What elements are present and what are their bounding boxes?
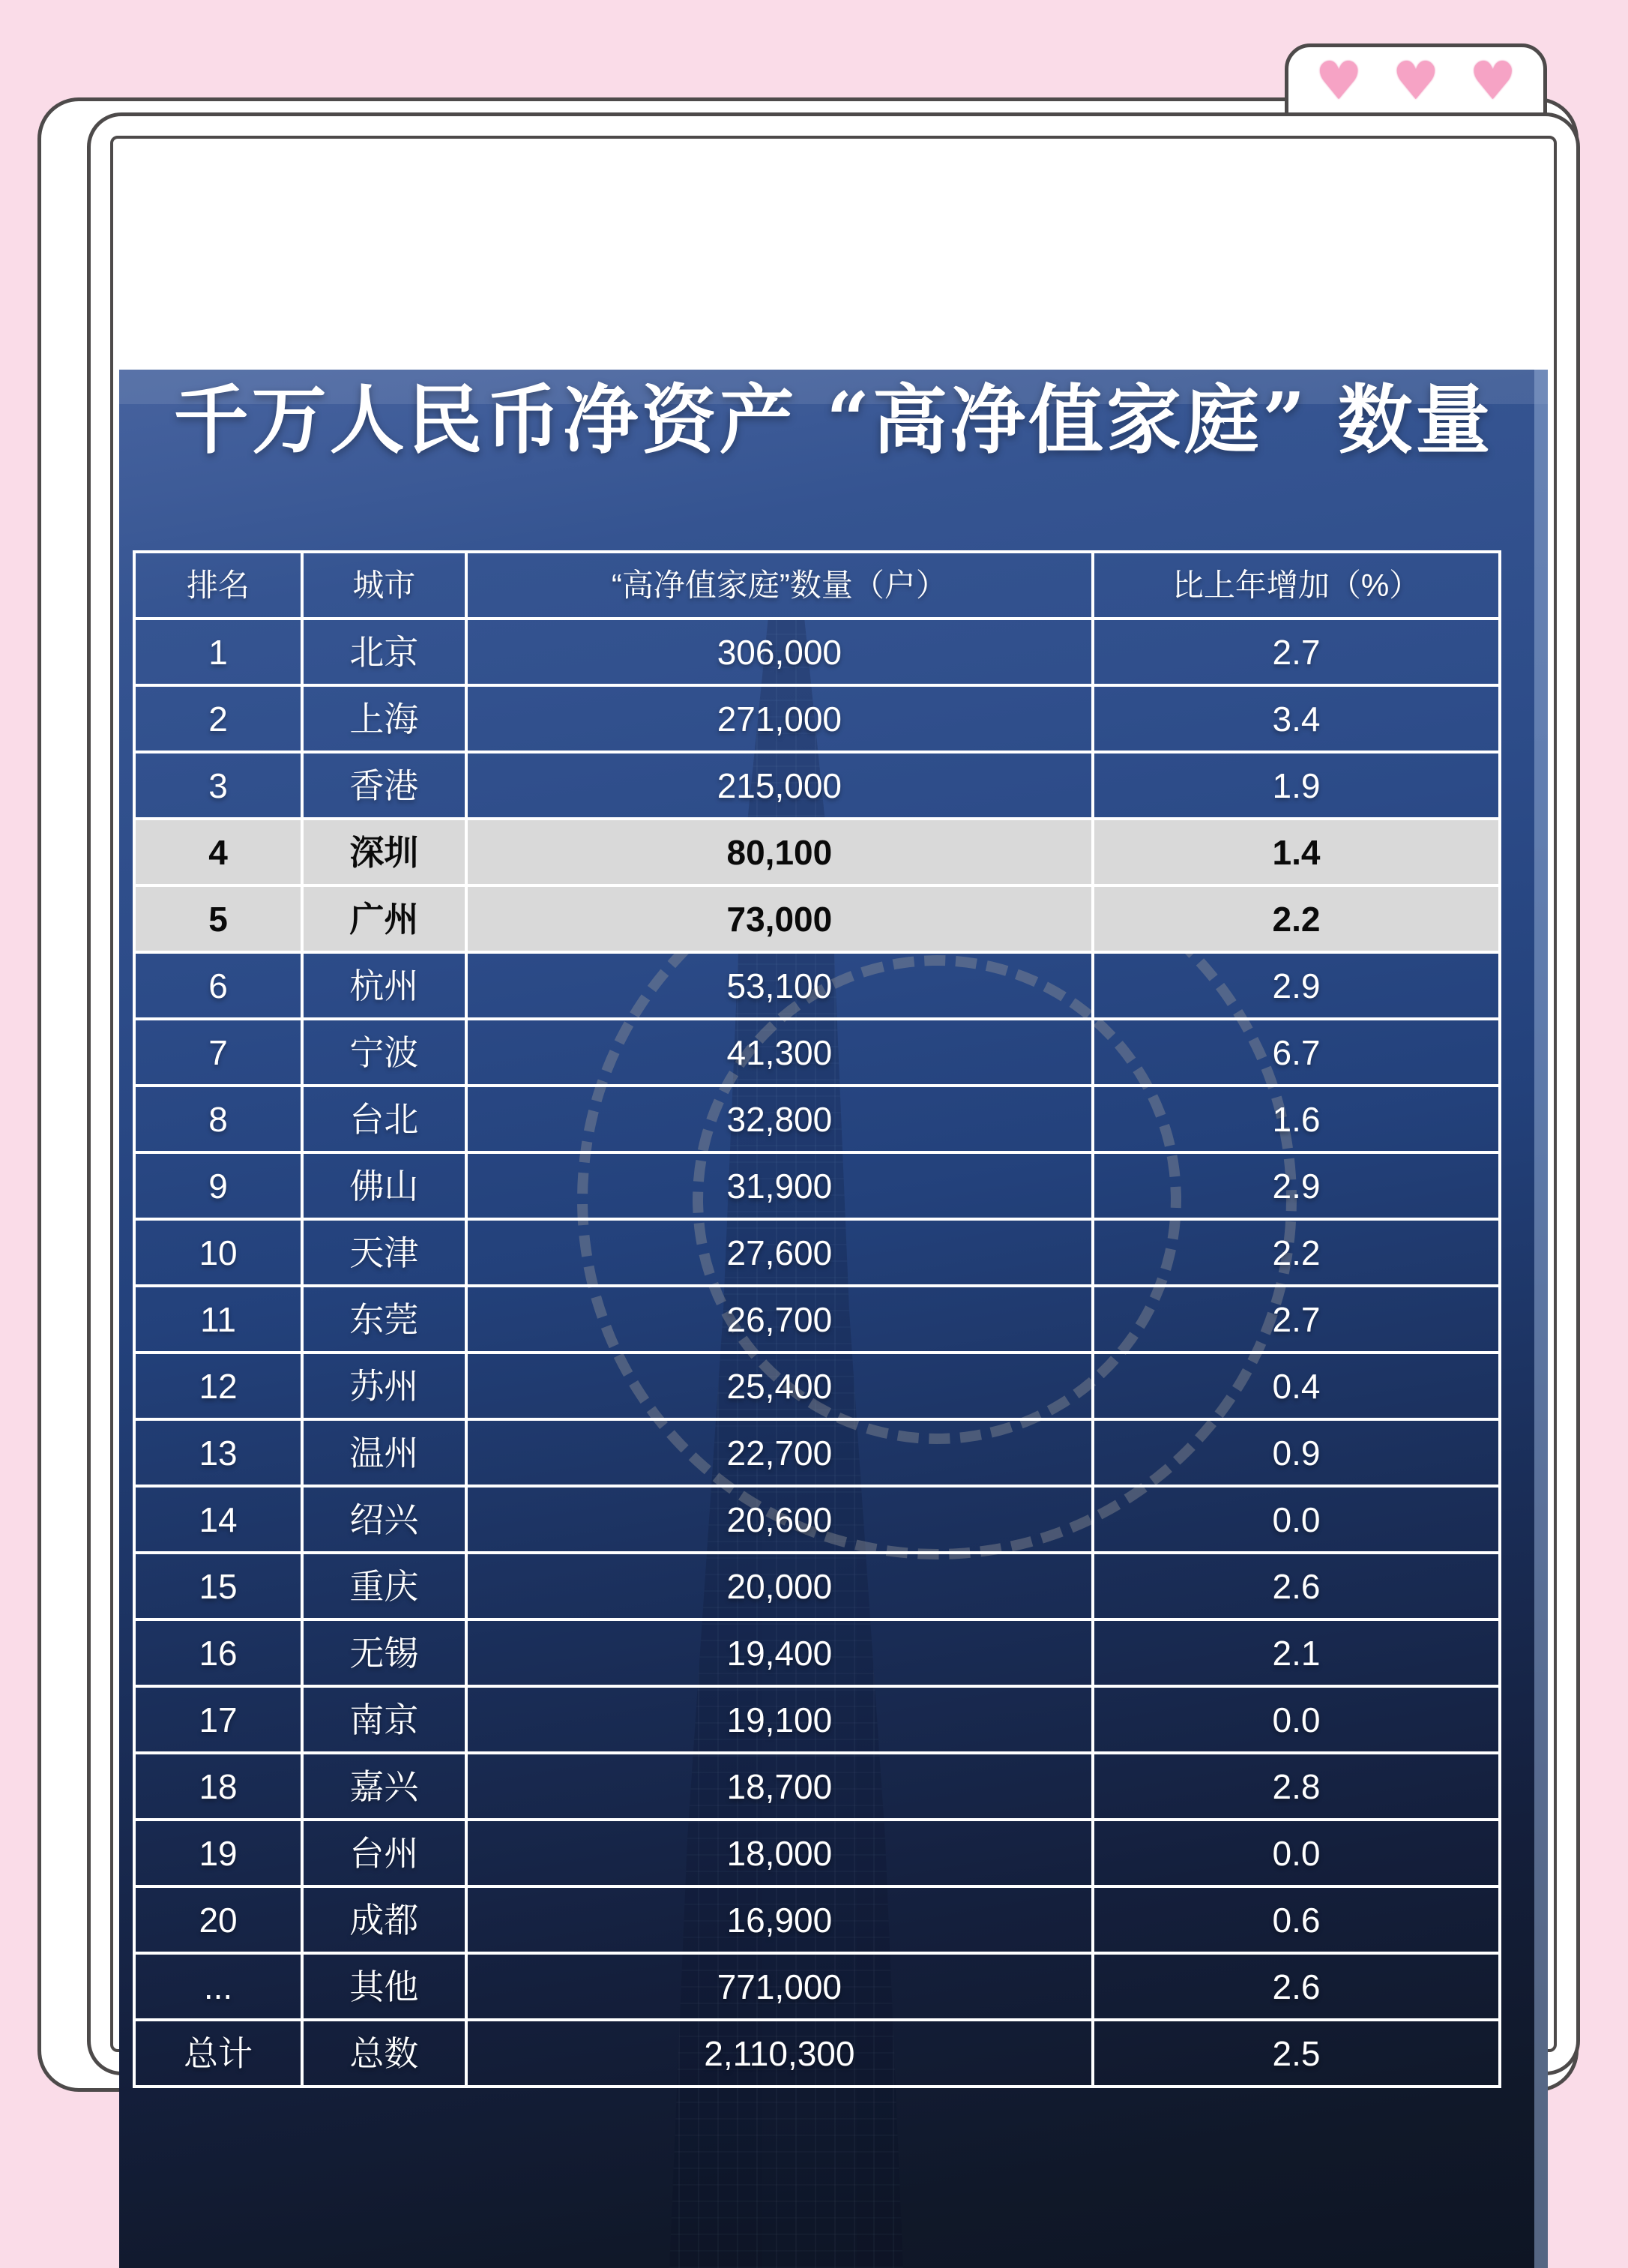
content-area <box>119 370 1548 2268</box>
cell-growth: 0.4 <box>1093 1353 1500 1419</box>
table-row <box>134 2020 1500 2087</box>
table-header-row <box>134 552 1500 619</box>
cell-growth: 2.6 <box>1093 1953 1500 2020</box>
cell-count: 25,400 <box>466 1353 1093 1419</box>
heart-icon: ♥ <box>1392 50 1440 112</box>
cell-count: 18,000 <box>466 1820 1093 1886</box>
table-row <box>134 1286 1500 1353</box>
cell-count: 53,100 <box>466 952 1093 1019</box>
table-row <box>134 1553 1500 1619</box>
cell-city: 上海 <box>302 685 466 752</box>
table-row <box>134 685 1500 752</box>
table-row <box>134 1820 1500 1886</box>
header-growth: 比上年增加（%） <box>1093 552 1500 619</box>
cell-city: 天津 <box>302 1219 466 1286</box>
table-row <box>134 1753 1500 1820</box>
table-row <box>134 1486 1500 1553</box>
cell-rank: 1 <box>134 619 302 685</box>
cell-growth: 0.9 <box>1093 1419 1500 1486</box>
cell-growth: 6.7 <box>1093 1019 1500 1086</box>
cell-city: 南京 <box>302 1686 466 1753</box>
cell-rank: 4 <box>134 819 302 885</box>
header-count: “高净值家庭”数量（户） <box>466 552 1093 619</box>
cell-city: 宁波 <box>302 1019 466 1086</box>
cell-rank: 19 <box>134 1820 302 1886</box>
cell-city: 东莞 <box>302 1286 466 1353</box>
cell-count: 27,600 <box>466 1219 1093 1286</box>
cell-count: 215,000 <box>466 752 1093 819</box>
cell-count: 20,000 <box>466 1553 1093 1619</box>
cell-rank: 18 <box>134 1753 302 1820</box>
cell-growth: 2.8 <box>1093 1753 1500 1820</box>
cell-city: 香港 <box>302 752 466 819</box>
cell-count: 18,700 <box>466 1753 1093 1820</box>
cell-city: 苏州 <box>302 1353 466 1419</box>
cell-growth: 2.9 <box>1093 1152 1500 1219</box>
cell-growth: 0.6 <box>1093 1886 1500 1953</box>
cell-rank: 8 <box>134 1086 302 1152</box>
cell-rank: 15 <box>134 1553 302 1619</box>
header-city: 城市 <box>302 552 466 619</box>
cell-growth: 2.2 <box>1093 885 1500 952</box>
content-frame <box>110 136 1557 2073</box>
page-title: 千万人民币净资产 “高净值家庭” 数量 <box>173 376 1494 464</box>
cell-city: 成都 <box>302 1886 466 1953</box>
cell-growth: 1.6 <box>1093 1086 1500 1152</box>
table-row <box>134 819 1500 885</box>
cell-rank: 20 <box>134 1886 302 1953</box>
cell-count: 41,300 <box>466 1019 1093 1086</box>
cell-rank: 14 <box>134 1486 302 1553</box>
cell-growth: 2.6 <box>1093 1553 1500 1619</box>
cell-city: 总数 <box>302 2020 466 2087</box>
cell-count: 771,000 <box>466 1953 1093 2020</box>
cell-rank: 5 <box>134 885 302 952</box>
cell-city: 嘉兴 <box>302 1753 466 1820</box>
table-row <box>134 885 1500 952</box>
cell-city: 广州 <box>302 885 466 952</box>
cell-rank: 17 <box>134 1686 302 1753</box>
cell-count: 19,100 <box>466 1686 1093 1753</box>
cell-city: 温州 <box>302 1419 466 1486</box>
cell-rank: 11 <box>134 1286 302 1353</box>
header-rank: 排名 <box>134 552 302 619</box>
table-row <box>134 1419 1500 1486</box>
cell-count: 73,000 <box>466 885 1093 952</box>
table-row <box>134 619 1500 685</box>
table-row <box>134 1953 1500 2020</box>
cell-growth: 3.4 <box>1093 685 1500 752</box>
cell-rank: 6 <box>134 952 302 1019</box>
cell-city: 杭州 <box>302 952 466 1019</box>
cell-rank: 7 <box>134 1019 302 1086</box>
cell-city: 无锡 <box>302 1619 466 1686</box>
cell-count: 20,600 <box>466 1486 1093 1553</box>
cell-city: 重庆 <box>302 1553 466 1619</box>
heart-icon: ♥ <box>1469 50 1517 112</box>
cell-rank: 9 <box>134 1152 302 1219</box>
table-row <box>134 1086 1500 1152</box>
cell-count: 2,110,300 <box>466 2020 1093 2087</box>
table-row <box>134 752 1500 819</box>
cell-rank: 2 <box>134 685 302 752</box>
cell-rank: 总计 <box>134 2020 302 2087</box>
cell-growth: 2.5 <box>1093 2020 1500 2087</box>
cell-rank: 16 <box>134 1619 302 1686</box>
cell-growth: 2.1 <box>1093 1619 1500 1686</box>
cell-city: 台北 <box>302 1086 466 1152</box>
table-row <box>134 1686 1500 1753</box>
table-row <box>134 1219 1500 1286</box>
cell-count: 19,400 <box>466 1619 1093 1686</box>
cell-city: 北京 <box>302 619 466 685</box>
cell-growth: 0.0 <box>1093 1686 1500 1753</box>
table-body <box>134 619 1500 2087</box>
table-row <box>134 1619 1500 1686</box>
cell-count: 80,100 <box>466 819 1093 885</box>
table-row <box>134 1019 1500 1086</box>
cell-count: 31,900 <box>466 1152 1093 1219</box>
cell-count: 26,700 <box>466 1286 1093 1353</box>
table-row <box>134 1152 1500 1219</box>
cell-growth: 0.0 <box>1093 1820 1500 1886</box>
cell-growth: 2.9 <box>1093 952 1500 1019</box>
table-row <box>134 1353 1500 1419</box>
cell-city: 深圳 <box>302 819 466 885</box>
right-edge-highlight <box>1534 370 1548 2268</box>
cell-count: 271,000 <box>466 685 1093 752</box>
cell-rank: 10 <box>134 1219 302 1286</box>
cell-rank: 3 <box>134 752 302 819</box>
cell-count: 22,700 <box>466 1419 1093 1486</box>
cell-city: 其他 <box>302 1953 466 2020</box>
cell-growth: 2.2 <box>1093 1219 1500 1286</box>
cell-rank: ... <box>134 1953 302 2020</box>
heart-icon: ♥ <box>1315 50 1363 112</box>
cell-count: 32,800 <box>466 1086 1093 1152</box>
table-row <box>134 1886 1500 1953</box>
data-table <box>133 550 1501 2088</box>
cell-city: 台州 <box>302 1820 466 1886</box>
cell-growth: 2.7 <box>1093 1286 1500 1353</box>
cell-growth: 2.7 <box>1093 619 1500 685</box>
table-row <box>134 952 1500 1019</box>
cell-growth: 0.0 <box>1093 1486 1500 1553</box>
cell-count: 306,000 <box>466 619 1093 685</box>
cell-growth: 1.9 <box>1093 752 1500 819</box>
cell-growth: 1.4 <box>1093 819 1500 885</box>
cell-city: 绍兴 <box>302 1486 466 1553</box>
cell-count: 16,900 <box>466 1886 1093 1953</box>
cell-rank: 13 <box>134 1419 302 1486</box>
main-card <box>87 112 1580 2075</box>
cell-city: 佛山 <box>302 1152 466 1219</box>
cell-rank: 12 <box>134 1353 302 1419</box>
